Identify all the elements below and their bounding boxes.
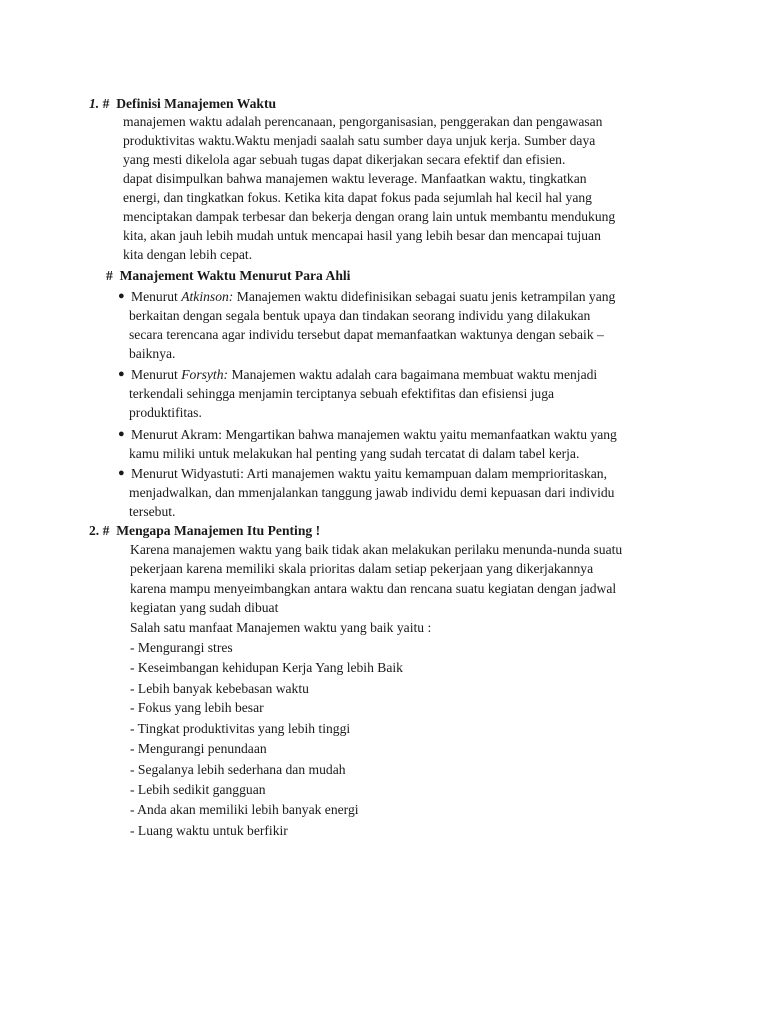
expert-definition: Arti manajemen waktu yaitu kemampuan dalam memprioritaskan, xyxy=(243,466,608,481)
expert-item-line: secara terencana agar individu tersebut dapat memanfaatkan waktunya dengan sebaik – xyxy=(129,327,604,342)
section1-paragraph-line: dapat disimpulkan bahwa manajemen waktu leverage. Manfaatkan waktu, tingkatkan xyxy=(123,171,587,186)
expert-name: Forsyth: xyxy=(181,367,229,382)
section2-heading xyxy=(89,521,320,540)
section2-number: 2. xyxy=(89,523,100,538)
bullet-icon: ● xyxy=(118,368,125,380)
bullet-icon: ● xyxy=(118,467,125,479)
section2-paragraph-line: kegiatan yang sudah dibuat xyxy=(130,600,279,615)
benefit-list-item: - Lebih sedikit gangguan xyxy=(130,782,266,797)
benefit-list-item: - Luang waktu untuk berfikir xyxy=(130,823,288,838)
experts-subheading-hash: # xyxy=(106,268,113,283)
section1-paragraph-line: menciptakan dampak terbesar dan bekerja dengan orang lain untuk membantu mendukung xyxy=(123,209,616,224)
benefit-list-item: - Mengurangi penundaan xyxy=(130,741,267,756)
experts-subheading xyxy=(106,266,350,285)
section1-heading xyxy=(89,94,276,113)
experts-subheading-title: Manajement Waktu Menurut Para Ahli xyxy=(119,268,351,283)
section2-title: Mengapa Manajemen Itu Penting ! xyxy=(116,523,321,538)
section1-paragraph-line: kita, akan jauh lebih mudah untuk mencapai hasil yang lebih besar dan mencapai tujuan xyxy=(123,228,601,243)
expert-definition: Manajemen waktu didefinisikan sebagai suatu jenis ketrampilan yang xyxy=(233,289,616,304)
expert-name: Atkinson: xyxy=(181,289,234,304)
expert-definition: Manajemen waktu adalah cara bagaimana membuat waktu menjadi xyxy=(228,367,598,382)
expert-prefix: Menurut Akram: xyxy=(131,427,222,442)
expert-item-line: menjadwalkan, dan mmenjalankan tanggung jawab individu demi kepuasan dari individu xyxy=(129,485,615,500)
expert-item-line: baiknya. xyxy=(129,346,176,361)
expert-item-first-line xyxy=(131,287,615,306)
benefit-list-item: - Segalanya lebih sederhana dan mudah xyxy=(130,762,346,777)
benefit-list-item: - Fokus yang lebih besar xyxy=(130,700,264,715)
section2-paragraph-line: karena mampu menyeimbangkan antara waktu dan rencana suatu kegiatan dengan jadwal xyxy=(130,581,617,596)
section1-number: 1. xyxy=(89,96,100,111)
section2-hash: # xyxy=(102,523,110,538)
section2-paragraph-line: Karena manajemen waktu yang baik tidak akan melakukan perilaku menunda-nunda suatu xyxy=(130,542,623,557)
expert-item-first-line xyxy=(131,365,597,384)
section1-paragraph-line: yang mesti dikelola agar sebuah tugas dapat dikerjakan secara efektif dan efisien. xyxy=(123,152,566,167)
section1-paragraph-line: kita dengan lebih cepat. xyxy=(123,247,253,262)
expert-prefix: Menurut xyxy=(131,289,182,304)
section1-hash: # xyxy=(102,96,110,111)
section1-title: Definisi Manajemen Waktu xyxy=(116,96,277,111)
benefit-list-item: - Keseimbangan kehidupan Kerja Yang lebih Baik xyxy=(130,660,403,675)
expert-item-line: kamu miliki untuk melakukan hal penting yang sudah tercatat di dalam tabel kerja. xyxy=(129,446,580,461)
expert-item-first-line xyxy=(131,425,617,444)
expert-definition: Mengartikan bahwa manajemen waktu yaitu memanfaatkan waktu yang xyxy=(222,427,617,442)
expert-item-first-line xyxy=(131,464,607,483)
benefit-list-item: - Tingkat produktivitas yang lebih tinggi xyxy=(130,721,351,736)
expert-item-line: berkaitan dengan segala bentuk upaya dan tindakan seorang individu yang dilakukan xyxy=(129,308,591,323)
section2-paragraph-line: Salah satu manfaat Manajemen waktu yang baik yaitu : xyxy=(130,620,432,635)
section1-paragraph-line: manajemen waktu adalah perencanaan, pengorganisasian, penggerakan dan pengawasan xyxy=(123,114,603,129)
expert-prefix: Menurut Widyastuti: xyxy=(131,466,244,481)
expert-item-line: produktifitas. xyxy=(129,405,202,420)
expert-prefix: Menurut xyxy=(131,367,182,382)
benefit-list-item: - Mengurangi stres xyxy=(130,640,233,655)
benefit-list-item: - Anda akan memiliki lebih banyak energi xyxy=(130,802,359,817)
section1-paragraph-line: produktivitas waktu.Waktu menjadi saalah satu sumber daya unjuk kerja. Sumber daya xyxy=(123,133,596,148)
section2-paragraph-line: pekerjaan karena memiliki skala prioritas dalam setiap pekerjaan yang dikerjakannya xyxy=(130,561,594,576)
expert-item-line: terkendali sehingga menjamin terciptanya sebuah efektifitas dan efisiensi juga xyxy=(129,386,555,401)
section1-paragraph-line: energi, dan tingkatkan fokus. Ketika kita dapat fokus pada sejumlah hal kecil hal yang xyxy=(123,190,592,205)
expert-item-line: tersebut. xyxy=(129,504,176,519)
benefit-list-item: - Lebih banyak kebebasan waktu xyxy=(130,681,309,696)
bullet-icon: ● xyxy=(118,290,125,302)
bullet-icon: ● xyxy=(118,428,125,440)
